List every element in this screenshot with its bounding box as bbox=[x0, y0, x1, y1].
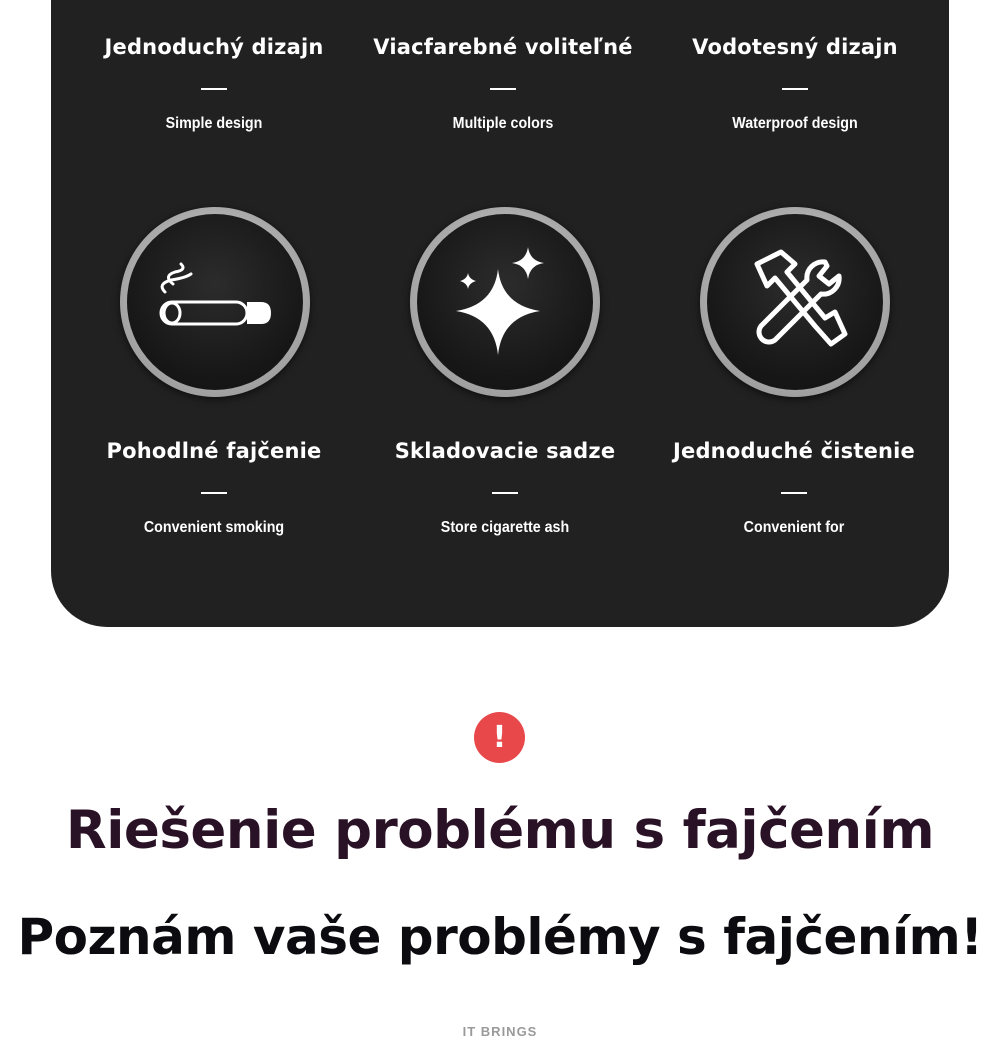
feature-simple-design bbox=[69, 34, 359, 134]
feature-convenient-smoking bbox=[69, 438, 359, 538]
feature-waterproof bbox=[650, 34, 940, 134]
tools-icon bbox=[735, 242, 855, 362]
feature-multiple-colors bbox=[358, 34, 648, 134]
feature-title: Jednoduchý dizajn bbox=[104, 35, 324, 59]
sparkle-icon bbox=[450, 247, 560, 357]
sparkle-icon-badge bbox=[410, 207, 600, 397]
feature-easy-cleaning bbox=[649, 438, 939, 538]
feature-title: Vodotesný dizajn bbox=[692, 35, 898, 59]
divider bbox=[490, 88, 516, 90]
divider bbox=[781, 492, 807, 494]
divider bbox=[201, 492, 227, 494]
divider bbox=[782, 88, 808, 90]
feature-subtitle: Convenient for bbox=[743, 519, 845, 536]
feature-subtitle: Multiple colors bbox=[452, 115, 554, 132]
tools-icon-badge bbox=[700, 207, 890, 397]
divider bbox=[492, 492, 518, 494]
feature-title: Pohodlné fajčenie bbox=[106, 439, 322, 463]
feature-subtitle: Store cigarette ash bbox=[440, 519, 570, 536]
feature-store-ash bbox=[360, 438, 650, 538]
headline: Riešenie problému s fajčením bbox=[65, 800, 935, 861]
subheadline: Poznám vaše problémy s fajčením! bbox=[17, 908, 983, 966]
alert-icon: ! bbox=[474, 712, 525, 763]
cigarette-icon bbox=[155, 262, 275, 342]
feature-title: Skladovacie sadze bbox=[394, 439, 616, 463]
cigarette-icon-badge bbox=[120, 207, 310, 397]
feature-title: Viacfarebné voliteľné bbox=[373, 35, 633, 59]
feature-subtitle: Simple design bbox=[165, 115, 263, 132]
divider bbox=[201, 88, 227, 90]
next-section-label: IT BRINGS bbox=[462, 1024, 538, 1039]
feature-subtitle: Convenient smoking bbox=[143, 519, 285, 536]
feature-subtitle: Waterproof design bbox=[732, 115, 858, 132]
feature-title: Jednoduché čistenie bbox=[672, 439, 916, 463]
